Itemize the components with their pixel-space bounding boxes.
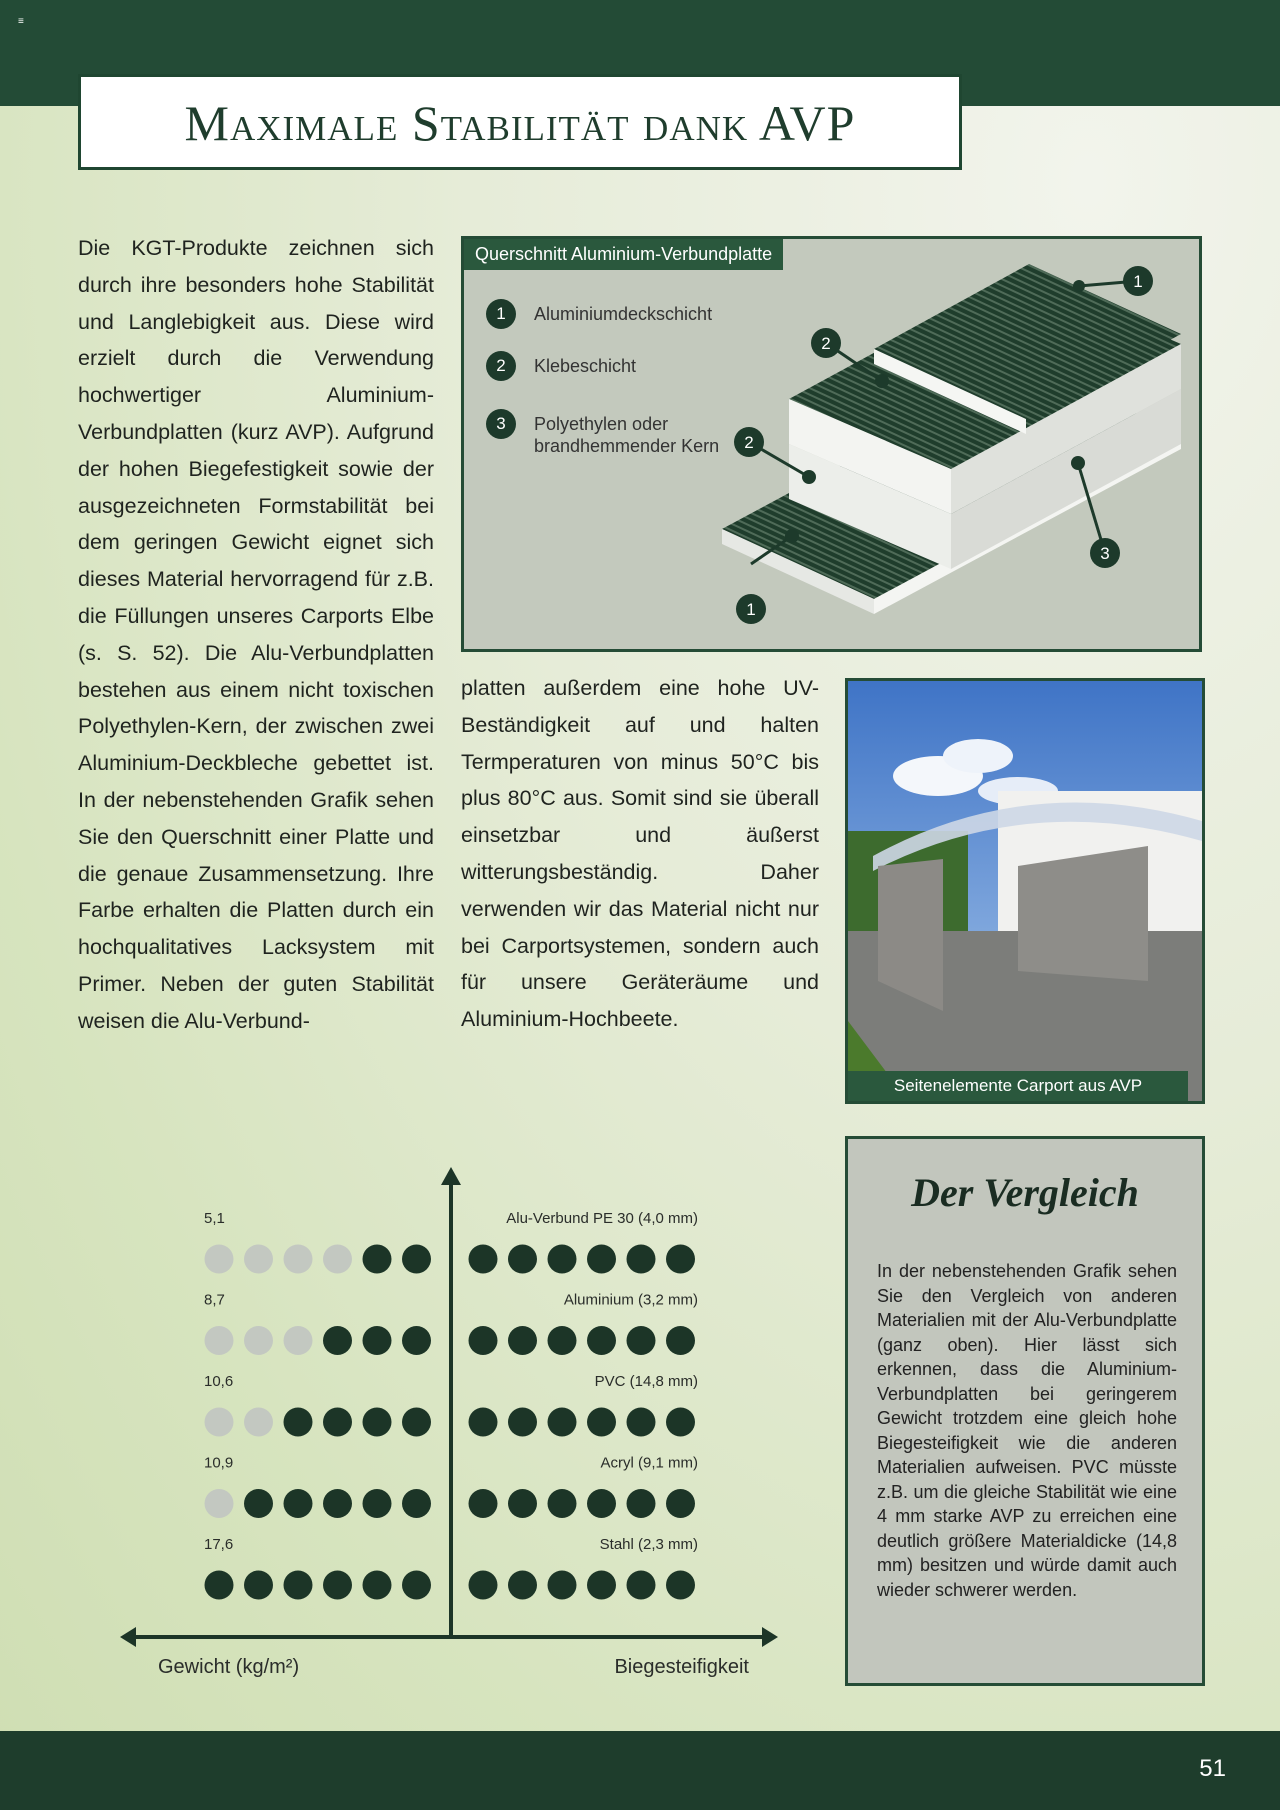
svg-text:2: 2 (744, 433, 754, 452)
stiffness-dot (587, 1408, 616, 1437)
weight-dot (402, 1245, 431, 1274)
stiffness-dot (508, 1408, 537, 1437)
legend-number: 1 (486, 299, 516, 329)
stiffness-dot (666, 1245, 695, 1274)
weight-dot (284, 1571, 313, 1600)
legend-number: 3 (486, 409, 516, 439)
stiffness-dot (469, 1326, 498, 1355)
weight-dot (363, 1489, 392, 1518)
material-label: PVC (14,8 mm) (594, 1373, 698, 1390)
stiffness-dot (469, 1489, 498, 1518)
weight-dot (363, 1571, 392, 1600)
stiffness-dot (469, 1408, 498, 1437)
stiffness-dot (548, 1571, 577, 1600)
comparison-heading: Der Vergleich (911, 1170, 1139, 1215)
weight-value-label: 10,6 (204, 1373, 234, 1390)
weight-dot (323, 1326, 352, 1355)
diagram-marker (811, 328, 841, 358)
stiffness-dot (508, 1245, 537, 1274)
stiffness-dot (508, 1326, 537, 1355)
svg-text:1: 1 (746, 600, 756, 619)
panel-layers-illustration (464, 239, 1199, 649)
weight-value-label: 17,6 (204, 1536, 234, 1553)
weight-dot (244, 1408, 273, 1437)
svg-text:1: 1 (1133, 272, 1143, 291)
stiffness-dot (587, 1245, 616, 1274)
weight-dot (205, 1408, 234, 1437)
diagram-title: Querschnitt Aluminium-Verbundplatte (464, 239, 783, 270)
carport-image (848, 681, 1202, 1101)
weight-value-label: 8,7 (204, 1291, 225, 1309)
material-label: Stahl (2,3 mm) (599, 1536, 698, 1553)
weight-dot (205, 1245, 234, 1274)
y-axis-arrow (441, 1167, 461, 1185)
comparison-chart (120, 1165, 790, 1685)
x-axis-label-weight: Gewicht (kg/m²) (158, 1656, 300, 1678)
stiffness-dot (508, 1571, 537, 1600)
body-text-column-2: platten außerdem eine hohe UV-Beständigkeit auf und halten Termperaturen von minus 50°C bis plus 80°C aus. Somit sind sie überall einsetzbar und äußerst witterungsbeständig. Daher verwenden wir das Material nicht nur bei Carportsystemen, sondern auch für unsere Geräteräume und Aluminium-Hochbeete. (461, 676, 819, 1032)
stiffness-dot (627, 1245, 656, 1274)
stiffness-dot (627, 1326, 656, 1355)
stiffness-dot (587, 1489, 616, 1518)
comparison-chart-svg (120, 1165, 790, 1685)
weight-dot (323, 1489, 352, 1518)
weight-value-label: 5,1 (204, 1210, 225, 1227)
legend-number: 2 (486, 351, 516, 381)
diagram-marker (1123, 266, 1153, 296)
weight-dot (244, 1245, 273, 1274)
x-axis-left-arrow (120, 1627, 136, 1647)
weight-dot (244, 1489, 273, 1518)
carport-photo (845, 678, 1205, 1104)
weight-dot (284, 1326, 313, 1355)
title-box (78, 74, 962, 170)
photo-caption: Seitenelemente Carport aus AVP (848, 1071, 1188, 1101)
weight-dot (284, 1408, 313, 1437)
stiffness-dot (666, 1408, 695, 1437)
stiffness-dot (627, 1571, 656, 1600)
comparison-box (845, 1136, 1205, 1686)
stiffness-dot (548, 1408, 577, 1437)
x-axis-label-stiffness: Biegesteifigkeit (614, 1656, 749, 1678)
stiffness-dot (627, 1489, 656, 1518)
stiffness-dot (587, 1571, 616, 1600)
diagram-marker (1090, 538, 1120, 568)
weight-dot (402, 1326, 431, 1355)
diagram-marker (734, 427, 764, 457)
stiffness-dot (548, 1245, 577, 1274)
legend-label: Polyethylen oder brandhemmender Kern (534, 414, 720, 456)
page-title: Maximale Stabilität dank AVP (184, 95, 856, 151)
weight-dot (205, 1571, 234, 1600)
weight-dot (284, 1245, 313, 1274)
material-label: Alu-Verbund PE 30 (4,0 mm) (506, 1210, 698, 1227)
svg-text:3: 3 (1100, 544, 1110, 563)
svg-text:2: 2 (821, 334, 831, 353)
weight-dot (244, 1326, 273, 1355)
weight-dot (205, 1489, 234, 1518)
weight-dot (363, 1245, 392, 1274)
stiffness-dot (627, 1408, 656, 1437)
stiffness-dot (666, 1326, 695, 1355)
legend-label: Aluminiumdeckschicht (534, 304, 713, 324)
weight-dot (323, 1408, 352, 1437)
weight-dot (402, 1489, 431, 1518)
menu-icon[interactable]: ≡ (18, 16, 24, 27)
weight-dot (402, 1408, 431, 1437)
weight-dot (323, 1571, 352, 1600)
stiffness-dot (548, 1489, 577, 1518)
material-label: Aluminium (3,2 mm) (563, 1291, 698, 1309)
stiffness-dot (666, 1571, 695, 1600)
stiffness-dot (548, 1326, 577, 1355)
stiffness-dot (508, 1489, 537, 1518)
weight-dot (363, 1326, 392, 1355)
weight-dot (284, 1489, 313, 1518)
weight-value-label: 10,9 (204, 1454, 234, 1472)
weight-dot (244, 1571, 273, 1600)
legend-label: Klebeschicht (534, 356, 637, 376)
stiffness-dot (469, 1571, 498, 1600)
material-label: Acryl (9,1 mm) (600, 1454, 698, 1472)
weight-dot (323, 1245, 352, 1274)
weight-dot (205, 1326, 234, 1355)
weight-dot (363, 1408, 392, 1437)
diagram-marker (736, 594, 766, 624)
cross-section-diagram (461, 236, 1202, 652)
weight-dot (402, 1571, 431, 1600)
stiffness-dot (469, 1245, 498, 1274)
body-text-column-1: Die KGT-Produkte zeichnen sich durch ihre besonders hohe Stabilität und Langlebigkeit aus. Diese wird erzielt durch die Verwendung hochwertiger Aluminium-Verbundplatten (kurz AVP). Aufgrund der hohen Biegefestigkeit sowie der ausgezeichneten Formstabilität bei dem geringen Gewicht eignet sich dieses Material hervorragend für z.B. die Füllungen unseres Carports Elbe (s. S. 52). Die Alu-Verbundplatten bestehen aus einem nicht toxischen Polyethylen-Kern, der zwischen zwei Aluminium-Deckbleche gebettet ist. In der nebenstehenden Grafik sehen Sie den Querschnitt einer Platte und die genaue Zusammensetzung. Ihre Farbe erhalten die Platten durch ein hochqualitatives Lacksystem mit Primer. Neben der guten Stabilität weisen die Alu-Verbund- (78, 236, 434, 1033)
bottom-bar (0, 1731, 1280, 1810)
page-number: 51 (1199, 1755, 1226, 1782)
stiffness-dot (666, 1489, 695, 1518)
x-axis-right-arrow (762, 1627, 778, 1647)
stiffness-dot (587, 1326, 616, 1355)
comparison-text: In der nebenstehenden Grafik sehen Sie den Vergleich von anderen Materialien mit der Alu-Verbundplatte (ganz oben). Hier lässt sich erkennen, dass die Aluminium-Verbundplatten bei geringerem Gewicht trotzdem eine gleich hohe Biegesteifigkeit wie die anderen Materialien aufweisen. PVC müsste z.B. um die gleiche Stabilität wie eine 4 mm starke AVP zu erreichen eine deutlich größere Materialdicke (14,8 mm) besitzen und würde damit auch wieder schwerer werden. (877, 1261, 1177, 1600)
